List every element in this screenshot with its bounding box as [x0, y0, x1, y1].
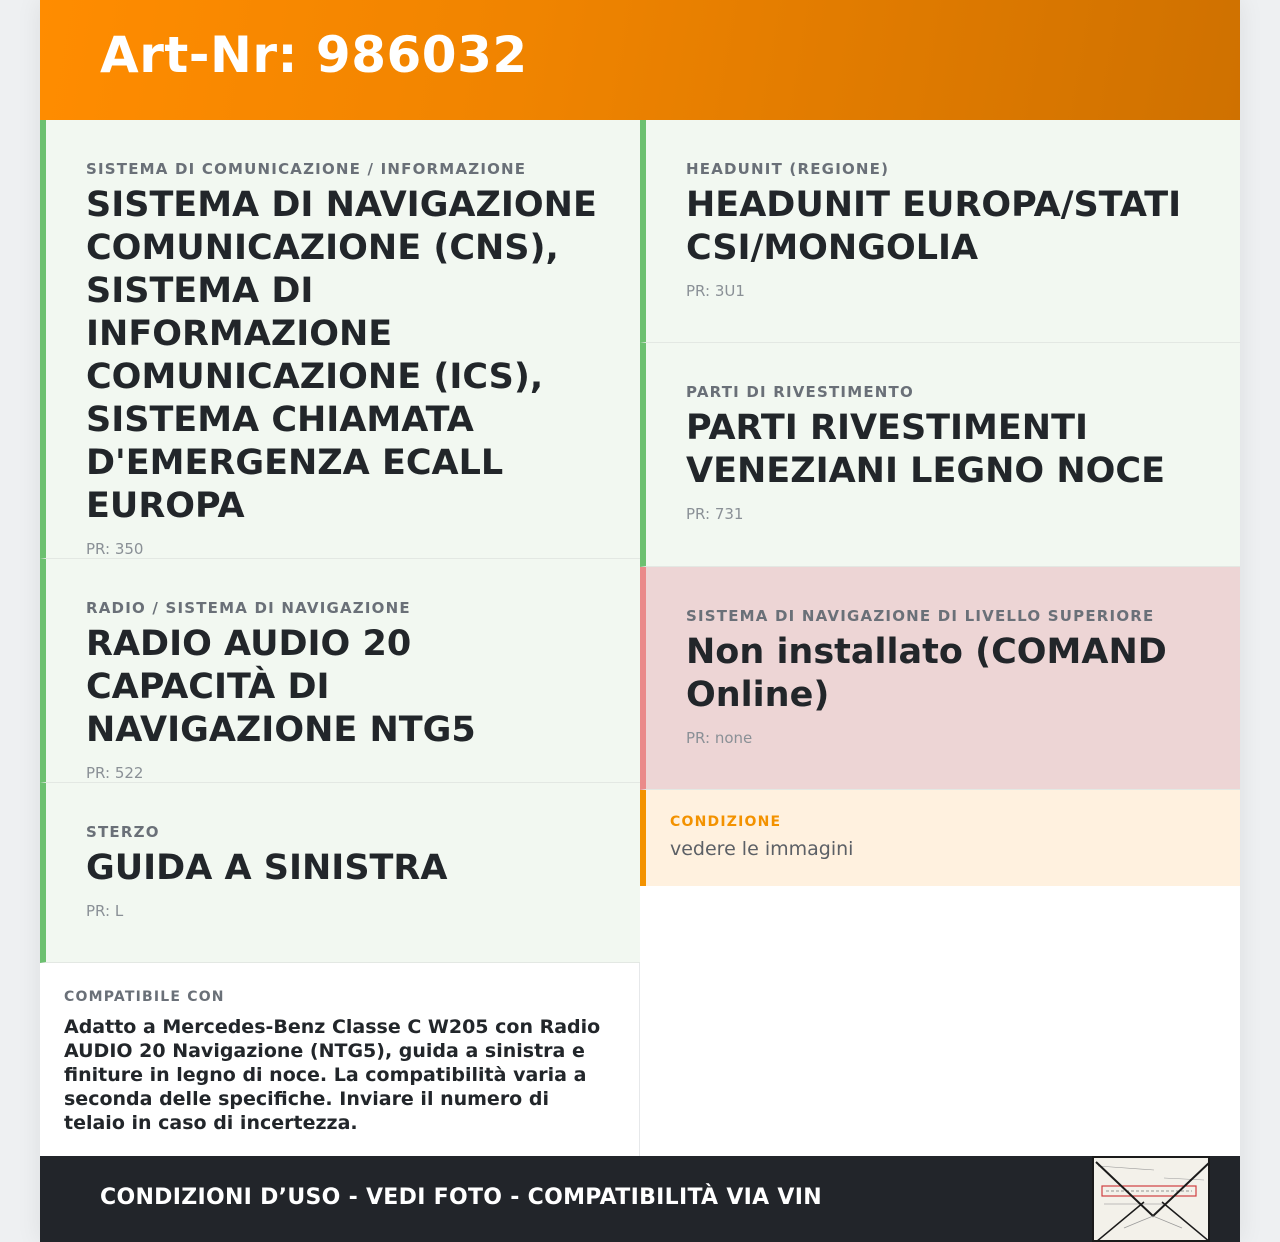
product-sheet — [40, 0, 1240, 1242]
compatibility-label: COMPATIBILE CON — [64, 989, 225, 1005]
right-column — [640, 120, 1240, 886]
spec-category: PARTI DI RIVESTIMENTO — [686, 383, 914, 401]
compatibility-box — [40, 963, 640, 1157]
spec-pr-code: PR: L — [86, 902, 124, 920]
spec-category: SISTEMA DI COMUNICAZIONE / INFORMAZIONE — [86, 160, 527, 178]
compatibility-text: Adatto a Mercedes-Benz Classe C W205 con Radio AUDIO 20 Navigazione (NTG5), guida a sinistra e finiture in legno di noce. La compatibilità varia a seconda delle specifiche. Inviare il numero di telaio in caso di incertezza. — [64, 1016, 601, 1134]
spec-pr-code: PR: none — [686, 729, 753, 747]
spec-card-headunit — [640, 120, 1240, 343]
spec-card-radio — [40, 559, 640, 783]
condition-label: CONDIZIONE — [670, 814, 782, 830]
spec-grid — [40, 120, 1240, 1156]
spec-value: SISTEMA DI NAVIGAZIONE COMUNICAZIONE (CNS), SISTEMA DI INFORMAZIONE COMUNICAZIONE (ICS), SISTEMA CHIAMATA D'EMERGENZA ECALL EUROPA — [86, 185, 597, 526]
spec-category: STERZO — [86, 823, 160, 841]
spec-pr-code: PR: 522 — [86, 764, 144, 782]
spec-category: SISTEMA DI NAVIGAZIONE DI LIVELLO SUPERIORE — [686, 607, 1155, 625]
spec-card-trim — [640, 343, 1240, 567]
envelope-icon — [1094, 1158, 1210, 1242]
spec-pr-code: PR: 350 — [86, 540, 144, 558]
footer-bar — [40, 1156, 1240, 1242]
article-number-title: Art-Nr: 986032 — [100, 26, 528, 84]
left-column — [40, 120, 640, 1157]
spec-pr-code: PR: 731 — [686, 505, 744, 523]
spec-category: HEADUNIT (REGIONE) — [686, 160, 890, 178]
spec-value: HEADUNIT EUROPA/STATI CSI/MONGOLIA — [686, 185, 1182, 268]
spec-card-navigation-upper — [640, 567, 1240, 790]
spec-value: PARTI RIVESTIMENTI VENEZIANI LEGNO NOCE — [686, 408, 1165, 491]
spec-pr-code: PR: 3U1 — [686, 282, 745, 300]
condition-box — [640, 790, 1240, 886]
spec-card-communication — [40, 120, 640, 559]
spec-value: RADIO AUDIO 20 CAPACITÀ DI NAVIGAZIONE NTG5 — [86, 624, 476, 750]
spec-value: GUIDA A SINISTRA — [86, 848, 448, 888]
condition-text: vedere le immagini — [670, 838, 854, 860]
spec-card-steering — [40, 783, 640, 963]
envelope-photo-thumbnail[interactable] — [1092, 1156, 1210, 1242]
footer-links[interactable]: CONDIZIONI D’USO - VEDI FOTO - COMPATIBILITÀ VIA VIN — [100, 1184, 822, 1210]
spec-category: RADIO / SISTEMA DI NAVIGAZIONE — [86, 599, 411, 617]
spec-value: Non installato (COMAND Online) — [686, 632, 1167, 715]
header-bar — [40, 0, 1240, 120]
